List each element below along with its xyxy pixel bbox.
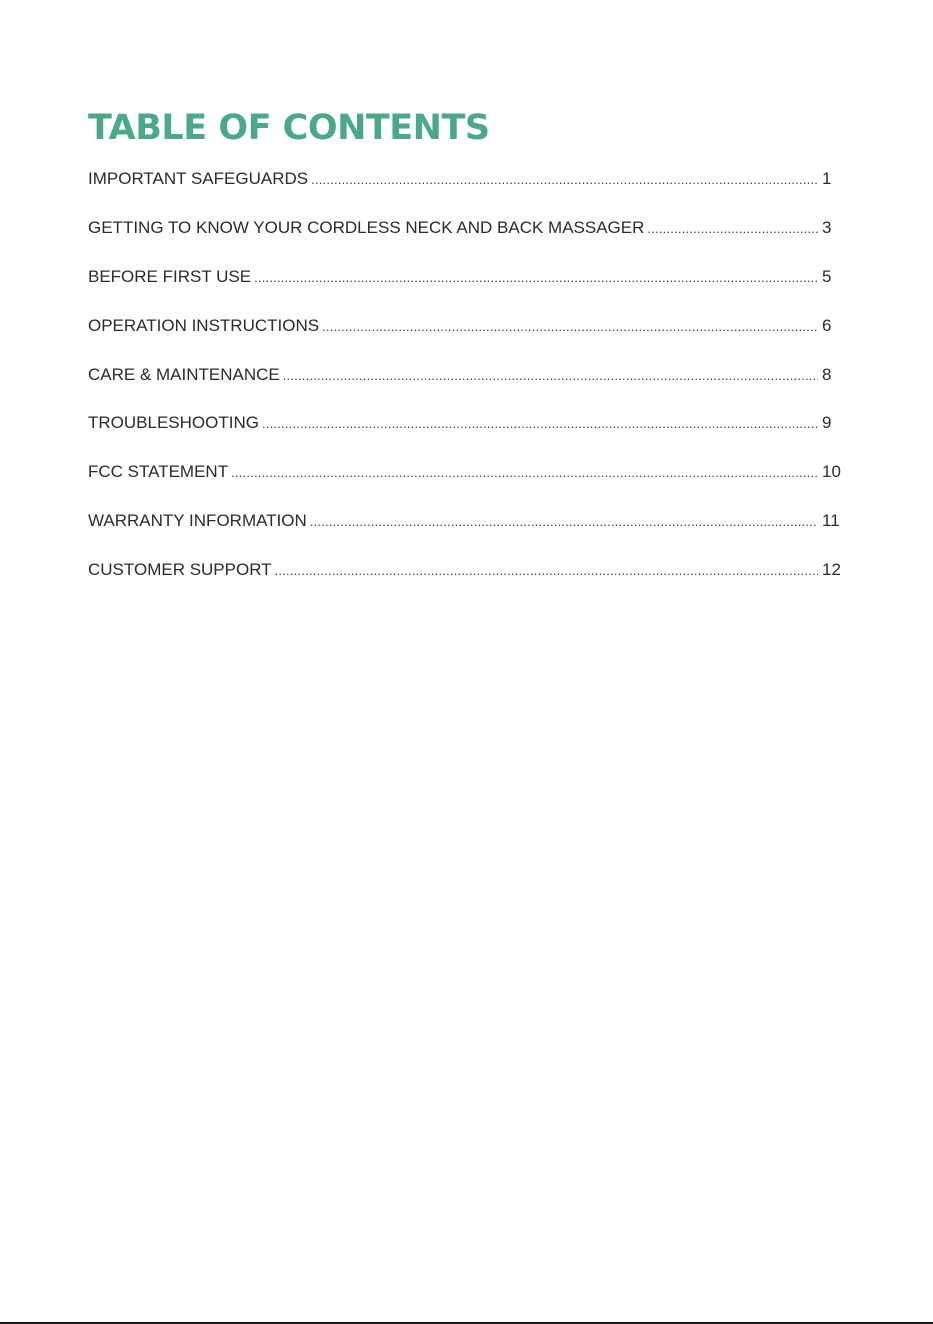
dot-leader bbox=[254, 264, 818, 292]
toc-page-number: 3 bbox=[822, 217, 832, 237]
page-title: TABLE OF CONTENTS bbox=[88, 108, 490, 148]
dot-leader bbox=[647, 215, 818, 243]
toc-page-number: 5 bbox=[822, 266, 832, 286]
toc-entry-label: WARRANTY INFORMATION bbox=[88, 511, 307, 531]
dot-leader bbox=[262, 410, 818, 438]
toc-page-number: 10 bbox=[822, 462, 841, 482]
toc-entry-warranty-information[interactable] bbox=[88, 507, 848, 556]
toc-page-number: 9 bbox=[822, 413, 832, 433]
toc-page-number: 1 bbox=[822, 169, 832, 188]
toc-page-number: 6 bbox=[822, 315, 832, 335]
dot-leader bbox=[231, 459, 818, 487]
toc-entry-getting-to-know[interactable] bbox=[88, 214, 848, 263]
toc-entry-label: OPERATION INSTRUCTIONS bbox=[88, 315, 320, 335]
dot-leader bbox=[311, 166, 818, 194]
toc-page-number: 8 bbox=[822, 364, 832, 384]
dot-leader bbox=[283, 362, 818, 390]
toc-entry-troubleshooting[interactable] bbox=[88, 409, 848, 458]
toc-entry-before-first-use[interactable] bbox=[88, 263, 848, 312]
dot-leader bbox=[275, 557, 818, 585]
toc-list bbox=[88, 165, 848, 605]
toc-entry-operation-instructions[interactable] bbox=[88, 312, 848, 361]
toc-entry-care-maintenance[interactable] bbox=[88, 361, 848, 410]
toc-entry-label: FCC STATEMENT bbox=[88, 462, 229, 482]
toc-page-number: 11 bbox=[822, 511, 840, 531]
dot-leader bbox=[310, 508, 818, 536]
toc-entry-label: BEFORE FIRST USE bbox=[88, 266, 252, 286]
toc-entry-label: CUSTOMER SUPPORT bbox=[88, 560, 272, 580]
toc-entry-fcc-statement[interactable] bbox=[88, 458, 848, 507]
toc-page-number: 12 bbox=[822, 560, 841, 580]
toc-entry-label: TROUBLESHOOTING bbox=[88, 413, 259, 433]
toc-entry-label: IMPORTANT SAFEGUARDS bbox=[88, 169, 309, 188]
toc-entry-important-safeguards[interactable] bbox=[88, 165, 848, 214]
toc-entry-label: CARE & MAINTENANCE bbox=[88, 364, 280, 384]
toc-entry-label: GETTING TO KNOW YOUR CORDLESS NECK AND BACK MASSAGER bbox=[88, 217, 645, 237]
dot-leader bbox=[322, 313, 818, 341]
toc-entry-customer-support[interactable] bbox=[88, 556, 848, 605]
